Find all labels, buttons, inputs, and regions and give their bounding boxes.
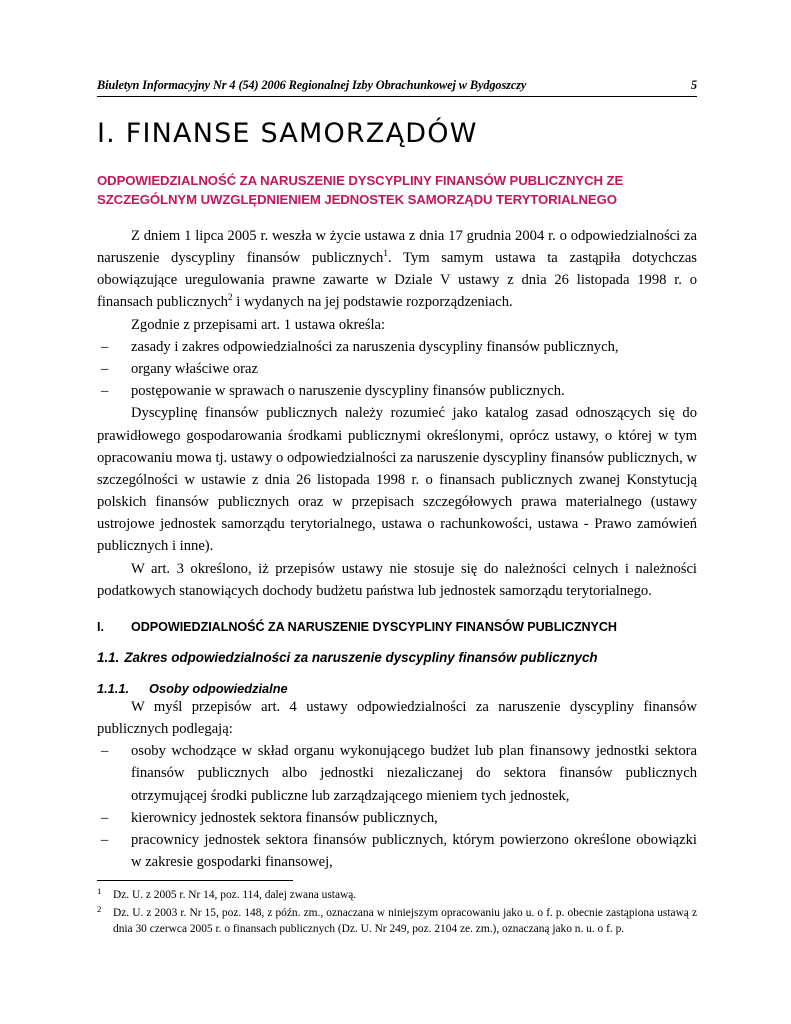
running-header-text: Biuletyn Informacyjny Nr 4 (54) 2006 Regionalnej Izby Obrachunkowej w Bydgoszczy <box>97 78 527 92</box>
list-art1-scope <box>97 336 697 403</box>
footnotes-area <box>97 880 697 938</box>
list-item <box>97 829 697 873</box>
heading-level-2-label: Zakres odpowiedzialności za naruszenie dyscypliny finansów publicznych <box>124 649 598 665</box>
dash-icon: – <box>101 383 109 400</box>
list-item <box>97 807 697 829</box>
footnote-ref-1[interactable]: 1 <box>383 249 388 260</box>
paragraph-intro-part2: . Tym samym ustawa ta zastąpiła dotychczas obowiązujące uregulowania prawne zawarte w Dziale V ustawy z dnia 26 listopada 1998 r. o finansach publicznych <box>97 250 697 311</box>
paragraph-intro-part3: i wydanych na jej podstawie rozporządzeniach. <box>232 294 513 311</box>
heading-level-1-number: I. <box>97 619 104 634</box>
page-content <box>97 78 697 873</box>
dash-icon: – <box>101 743 109 760</box>
list-item <box>97 740 697 807</box>
footnote <box>97 887 697 904</box>
list-item-label: organy właściwe oraz <box>131 361 258 377</box>
heading-level-1-label: ODPOWIEDZIALNOŚĆ ZA NARUSZENIE DYSCYPLINY FINANSÓW PUBLICZNYCH <box>131 619 617 634</box>
paragraph-art1-lead: Zgodnie z przepisami art. 1 ustawa określa: <box>131 316 386 333</box>
paragraph-art4-lead: W myśl przepisów art. 4 ustawy odpowiedzialności za naruszenie dyscypliny finansów publicznych podlegają: <box>97 698 697 738</box>
list-item <box>97 336 697 358</box>
paragraph-intro <box>97 225 697 314</box>
heading-level-3-label: Osoby odpowiedzialne <box>149 680 288 696</box>
footnote-number: 1 <box>97 886 102 896</box>
list-responsible-persons <box>97 740 697 873</box>
footnote-separator <box>97 880 293 881</box>
heading-level-2-number: 1.1. <box>97 649 120 665</box>
dash-icon: – <box>101 338 109 355</box>
list-item-label: postępowanie w sprawach o naruszenie dyscypliny finansów publicznych. <box>131 383 565 400</box>
dash-icon: – <box>101 361 109 377</box>
heading-level-3-number: 1.1.1. <box>97 680 130 696</box>
heading-level-1 <box>97 620 697 634</box>
section-heading: ODPOWIEDZIALNOŚĆ ZA NARUSZENIE DYSCYPLINY FINANSÓW PUBLICZNYCH ZE SZCZEGÓLNYM UWZGLĘDNIENIEM JEDNOSTEK SAMORZĄDU TERYTORIALNEGO <box>97 172 624 207</box>
list-item <box>97 380 697 402</box>
running-header <box>97 78 697 97</box>
list-item-label: osoby wchodzące w skład organu wykonującego budżet lub plan finansowy jednostki sektora finansów publicznych albo jednostki niezaliczanej do sektora finansów publicznych otrzymującej środki publiczne lub zarządzającego mieniem tych jednostek, <box>131 743 697 804</box>
footnote-number: 2 <box>97 903 102 914</box>
page-number: 5 <box>690 78 697 92</box>
dash-icon: – <box>101 831 109 848</box>
list-item-label: zasady i zakres odpowiedzialności za naruszenia dyscypliny finansów publicznych, <box>131 338 619 355</box>
footnote-text: Dz. U. z 2003 r. Nr 15, poz. 148, z późn. zm., oznaczana w niniejszym opracowaniu jako u. o f. p. obecnie zastąpiona ustawą z dnia 30 czerwca 2005 r. o finansach publicznych (Dz. U. Nr 249, poz. 2104 ze. zm.), oznaczaną jako n. u. o f. p. <box>113 906 697 936</box>
paragraph-intro-part1: Z dniem 1 lipca 2005 r. weszła w życie ustawa z dnia 17 grudnia 2004 r. o odpowiedzialności za naruszenie dyscypliny finansów publicznych <box>97 227 697 267</box>
heading-level-3 <box>97 681 697 696</box>
list-item-label: kierownicy jednostek sektora finansów publicznych, <box>131 809 438 826</box>
heading-level-2 <box>97 650 697 665</box>
footnote-ref-2[interactable]: 2 <box>227 293 233 304</box>
footnote <box>97 905 697 938</box>
footnote-text: Dz. U. z 2005 r. Nr 14, poz. 114, dalej zwana ustawą. <box>113 889 357 901</box>
paragraph-dyscyplina: Dyscyplinę finansów publicznych należy rozumieć jako katalog zasad odnoszących się do prawidłowego gospodarowania środkami publicznymi określonymi, oprócz ustawy, o której w tym opracowaniu mowa tj. ustawy o odpowiedzialności za naruszenie dyscypliny finansów publicznych, w szczególności w ustawie z dnia 26 listopada 1998 r. o finansach publicznych zwanej Konstytucją polskich finansów publicznych oraz w przepisach szczegółowych prawa materialnego (ustawy ustrojowe jednostek samorządu terytorialnego, ustawa o rachunkowości, ustawa - Prawo zamówień publicznych i inne). <box>97 405 697 555</box>
dash-icon: – <box>101 809 109 826</box>
paragraph-art3: W art. 3 określono, iż przepisów ustawy nie stosuje się do należności celnych i należności podatkowych stanowiących dochody budżetu państwa lub jednostek samorządu terytorialnego. <box>97 560 697 599</box>
list-item <box>97 358 697 380</box>
list-item-label: pracownicy jednostek sektora finansów publicznych, którym powierzono określone obowiązki w zakresie gospodarki finansowej, <box>131 831 697 871</box>
chapter-title: I. FINANSE SAMORZĄDÓW <box>97 118 478 149</box>
